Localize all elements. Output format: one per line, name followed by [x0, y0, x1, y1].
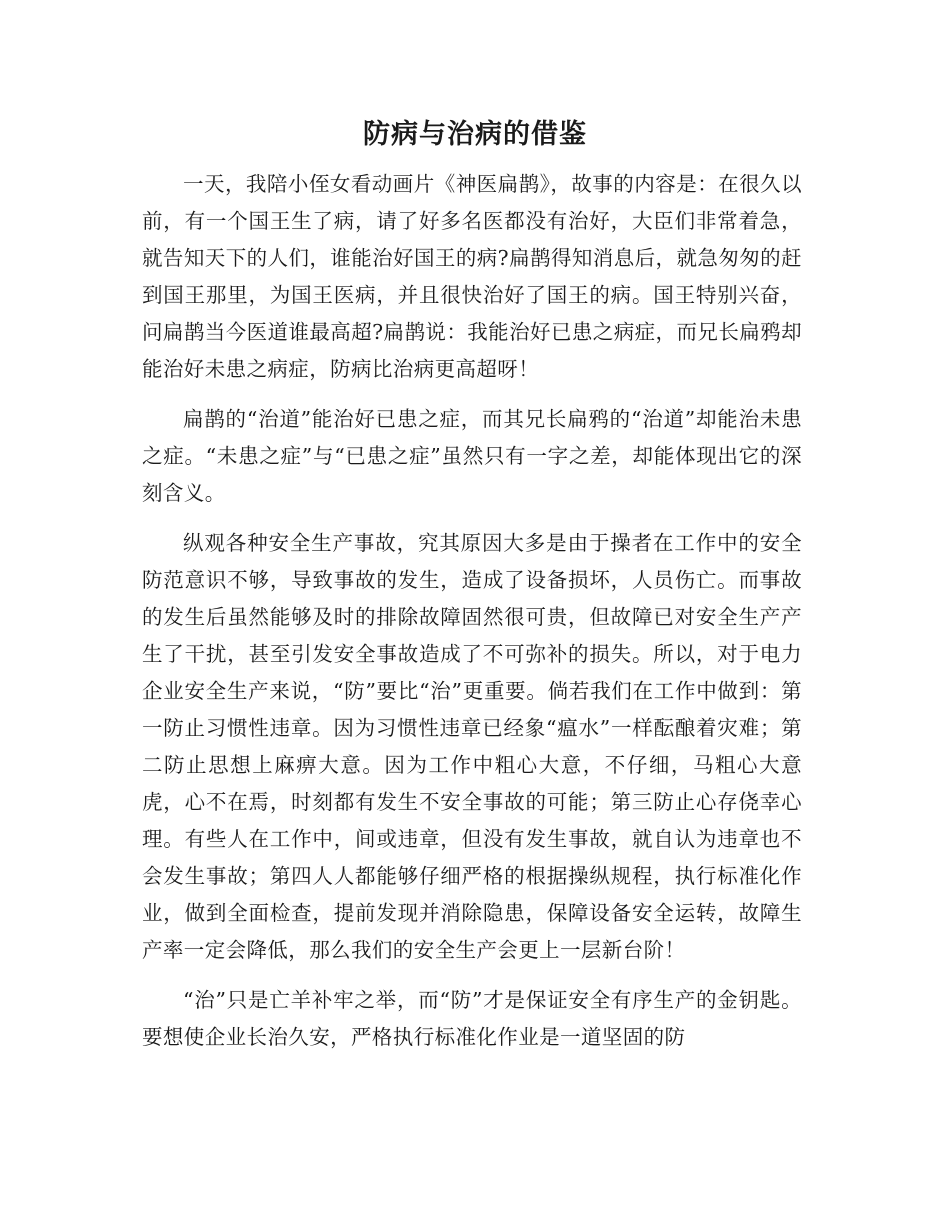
paragraph-1: 一天，我陪小侄女看动画片《神医扁鹊》，故事的内容是：在很久以前，有一个国王生了病，请了好多名医都没有治好，大臣们非常着急，就告知天下的人们，谁能治好国王的病?扁鹊得知消息后，就急匆匆的赶到国王那里，为国王医病，并且很快治好了国王的病。国王特别兴奋，问扁鹊当今医道谁最高超?扁鹊说：我能治好已患之病症，而兄长扁鸦却能治好未患之病症，防病比治病更高超呀！	[142, 172, 802, 381]
paragraph-2: 扁鹊的“治道”能治好已患之症，而其兄长扁鸦的“治道”却能治未患之症。“未患之症”与“已患之症”虽然只有一字之差，却能体现出它的深刻含义。	[142, 407, 802, 505]
document-title: 防病与治病的借鉴	[363, 119, 587, 150]
document-body	[142, 166, 802, 1069]
paragraph-3: 纵观各种安全生产事故，究其原因大多是由于操者在工作中的安全防范意识不够，导致事故的发生，造成了设备损坏，人员伤亡。而事故的发生后虽然能够及时的排除故障固然很可贵，但故障已对安全生产产生了干扰，甚至引发安全事故造成了不可弥补的损失。所以，对于电力企业安全生产来说，“防”要比“治”更重要。倘若我们在工作中做到：第一防止习惯性违章。因为习惯性违章已经象“瘟水”一样酝酿着灾难；第二防止思想上麻痹大意。因为工作中粗心大意，不仔细，马粗心大意虎，心不在焉，时刻都有发生不安全事故的可能；第三防止心存侥幸心理。有些人在工作中，间或违章，但没有发生事故，就自认为违章也不会发生事故；第四人人都能够仔细严格的根据操纵规程，执行标准化作业，做到全面检查，提前发现并消除隐患，保障设备安全运转，故障生产率一定会降低，那么我们的安全生产会更上一层新台阶！	[142, 531, 802, 962]
paragraph-4: “治”只是亡羊补牢之举，而“防”才是保证安全有序生产的金钥匙。要想使企业长治久安，严格执行标准化作业是一道坚固的防	[142, 988, 802, 1049]
